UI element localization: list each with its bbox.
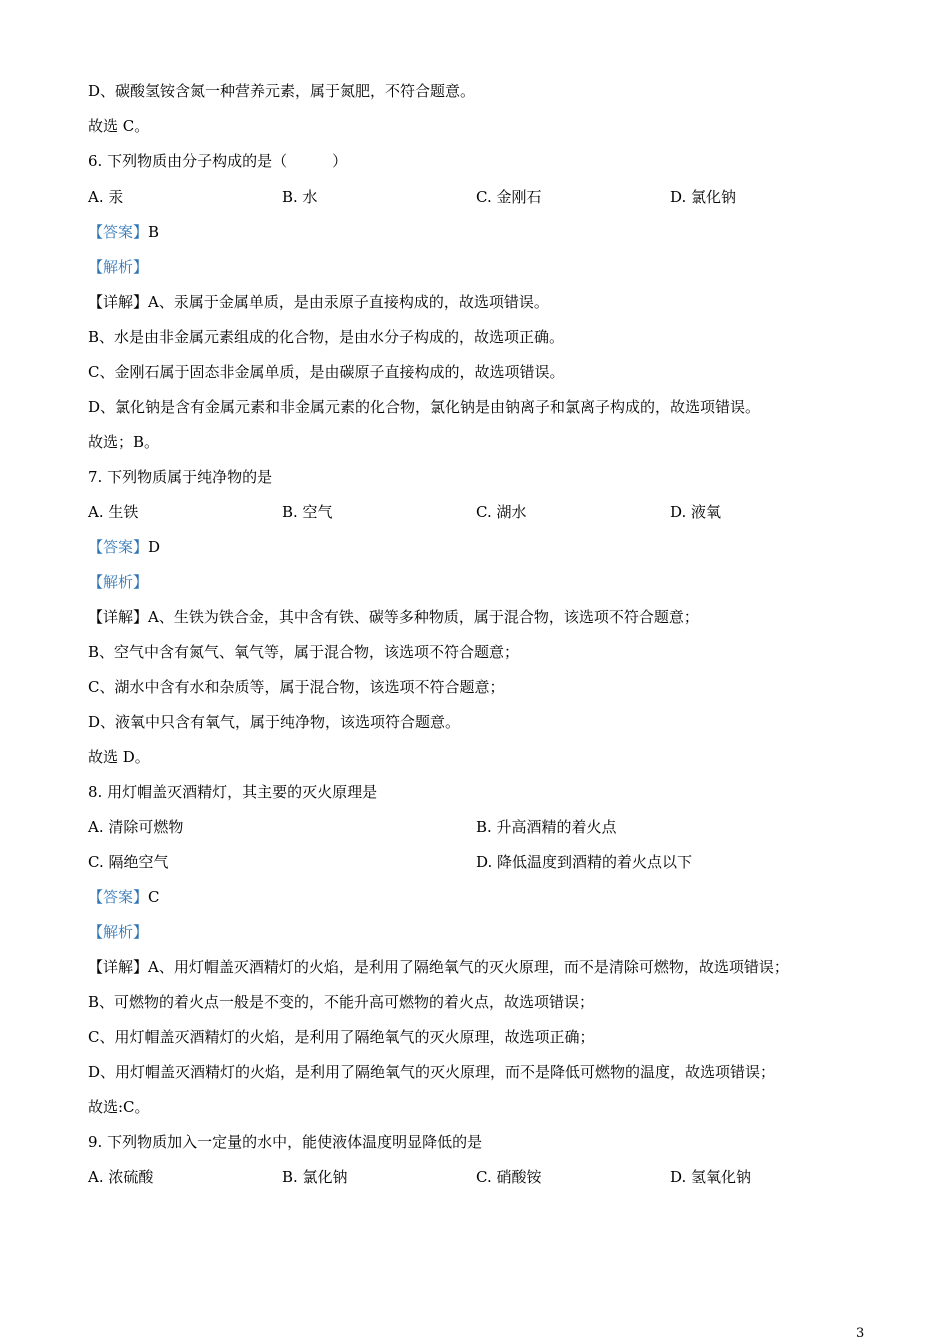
q7-detail-d: D、液氧中只含有氧气，属于纯净物，该选项符合题意。: [88, 713, 461, 731]
q8-answer: [88, 887, 160, 907]
q6-analysis-label: 【解析】: [88, 258, 149, 276]
q8-stem: 8. 用灯帽盖灭酒精灯，其主要的灭火原理是: [88, 783, 378, 801]
q6-option-b: B. 水: [282, 188, 318, 206]
detail-label: 【详解】: [88, 293, 149, 311]
answer-label: 【答案】: [88, 223, 149, 241]
answer-label: 【答案】: [88, 888, 149, 906]
q6-answer: [88, 222, 159, 242]
q9-option-c: C. 硝酸铵: [476, 1168, 542, 1186]
q8-detail-b: B、可燃物的着火点一般是不变的，不能升高可燃物的着火点，故选项错误；: [88, 993, 595, 1011]
q7-detail-a: [88, 607, 699, 627]
q8-conclusion: 故选:C。: [88, 1098, 150, 1116]
q8-detail-a: [88, 957, 789, 977]
q6-detail-a-text: A、汞属于金属单质，是由汞原子直接构成的，故选项错误。: [148, 293, 549, 311]
q7-detail-a-text: A、生铁为铁合金，其中含有铁、碳等多种物质，属于混合物，该选项不符合题意；: [148, 608, 699, 626]
q7-answer-value: D: [148, 538, 161, 556]
q6-detail-d: D、氯化钠是含有金属元素和非金属元素的化合物，氯化钠是由钠离子和氯离子构成的，故选项错误。: [88, 398, 761, 416]
q9-stem: 9. 下列物质加入一定量的水中，能使液体温度明显降低的是: [88, 1133, 483, 1151]
q6-option-a: A. 汞: [88, 188, 124, 206]
detail-label: 【详解】: [88, 608, 149, 626]
q9-option-b: B. 氯化钠: [282, 1168, 348, 1186]
q7-conclusion: 故选 D。: [88, 748, 150, 766]
q8-detail-d: D、用灯帽盖灭酒精灯的火焰，是利用了隔绝氧气的灭火原理，而不是降低可燃物的温度，故选项错误；: [88, 1063, 776, 1081]
q9-option-a: A. 浓硫酸: [88, 1168, 154, 1186]
q9-option-d: D. 氢氧化钠: [670, 1168, 752, 1186]
q7-detail-c: C、湖水中含有水和杂质等，属于混合物，该选项不符合题意；: [88, 678, 505, 696]
q6-conclusion: 故选；B。: [88, 433, 160, 451]
q7-detail-b: B、空气中含有氮气、氧气等，属于混合物，该选项不符合题意；: [88, 643, 520, 661]
page-number: 3: [856, 1326, 865, 1341]
q7-option-c: C. 湖水: [476, 503, 527, 521]
q5-conclusion: 故选 C。: [88, 117, 150, 135]
q8-option-b: B. 升高酒精的着火点: [476, 818, 617, 836]
q7-option-a: A. 生铁: [88, 503, 139, 521]
answer-label: 【答案】: [88, 538, 149, 556]
q7-analysis-label: 【解析】: [88, 573, 149, 591]
q6-option-c: C. 金刚石: [476, 188, 542, 206]
q7-option-d: D. 液氧: [670, 503, 722, 521]
q6-detail-b: B、水是由非金属元素组成的化合物，是由水分子构成的，故选项正确。: [88, 328, 565, 346]
q7-answer: [88, 537, 160, 557]
q6-answer-value: B: [148, 223, 160, 241]
q5-option-d-explanation: D、碳酸氢铵含氮一种营养元素，属于氮肥，不符合题意。: [88, 82, 476, 100]
detail-label: 【详解】: [88, 958, 149, 976]
q8-option-c: C. 隔绝空气: [88, 853, 169, 871]
q8-option-d: D. 降低温度到酒精的着火点以下: [476, 853, 693, 871]
q6-stem: 6. 下列物质由分子构成的是（ ）: [88, 152, 348, 170]
q6-option-d: D. 氯化钠: [670, 188, 737, 206]
q6-detail-a: [88, 292, 549, 312]
q8-detail-a-text: A、用灯帽盖灭酒精灯的火焰，是利用了隔绝氧气的灭火原理，而不是清除可燃物，故选项错误；: [148, 958, 789, 976]
q6-detail-c: C、金刚石属于固态非金属单质，是由碳原子直接构成的，故选项错误。: [88, 363, 565, 381]
q8-detail-c: C、用灯帽盖灭酒精灯的火焰，是利用了隔绝氧气的灭火原理，故选项正确；: [88, 1028, 595, 1046]
q7-stem: 7. 下列物质属于纯净物的是: [88, 468, 273, 486]
q7-option-b: B. 空气: [282, 503, 333, 521]
q8-option-a: A. 清除可燃物: [88, 818, 184, 836]
q8-answer-value: C: [148, 888, 160, 906]
q8-analysis-label: 【解析】: [88, 923, 149, 941]
